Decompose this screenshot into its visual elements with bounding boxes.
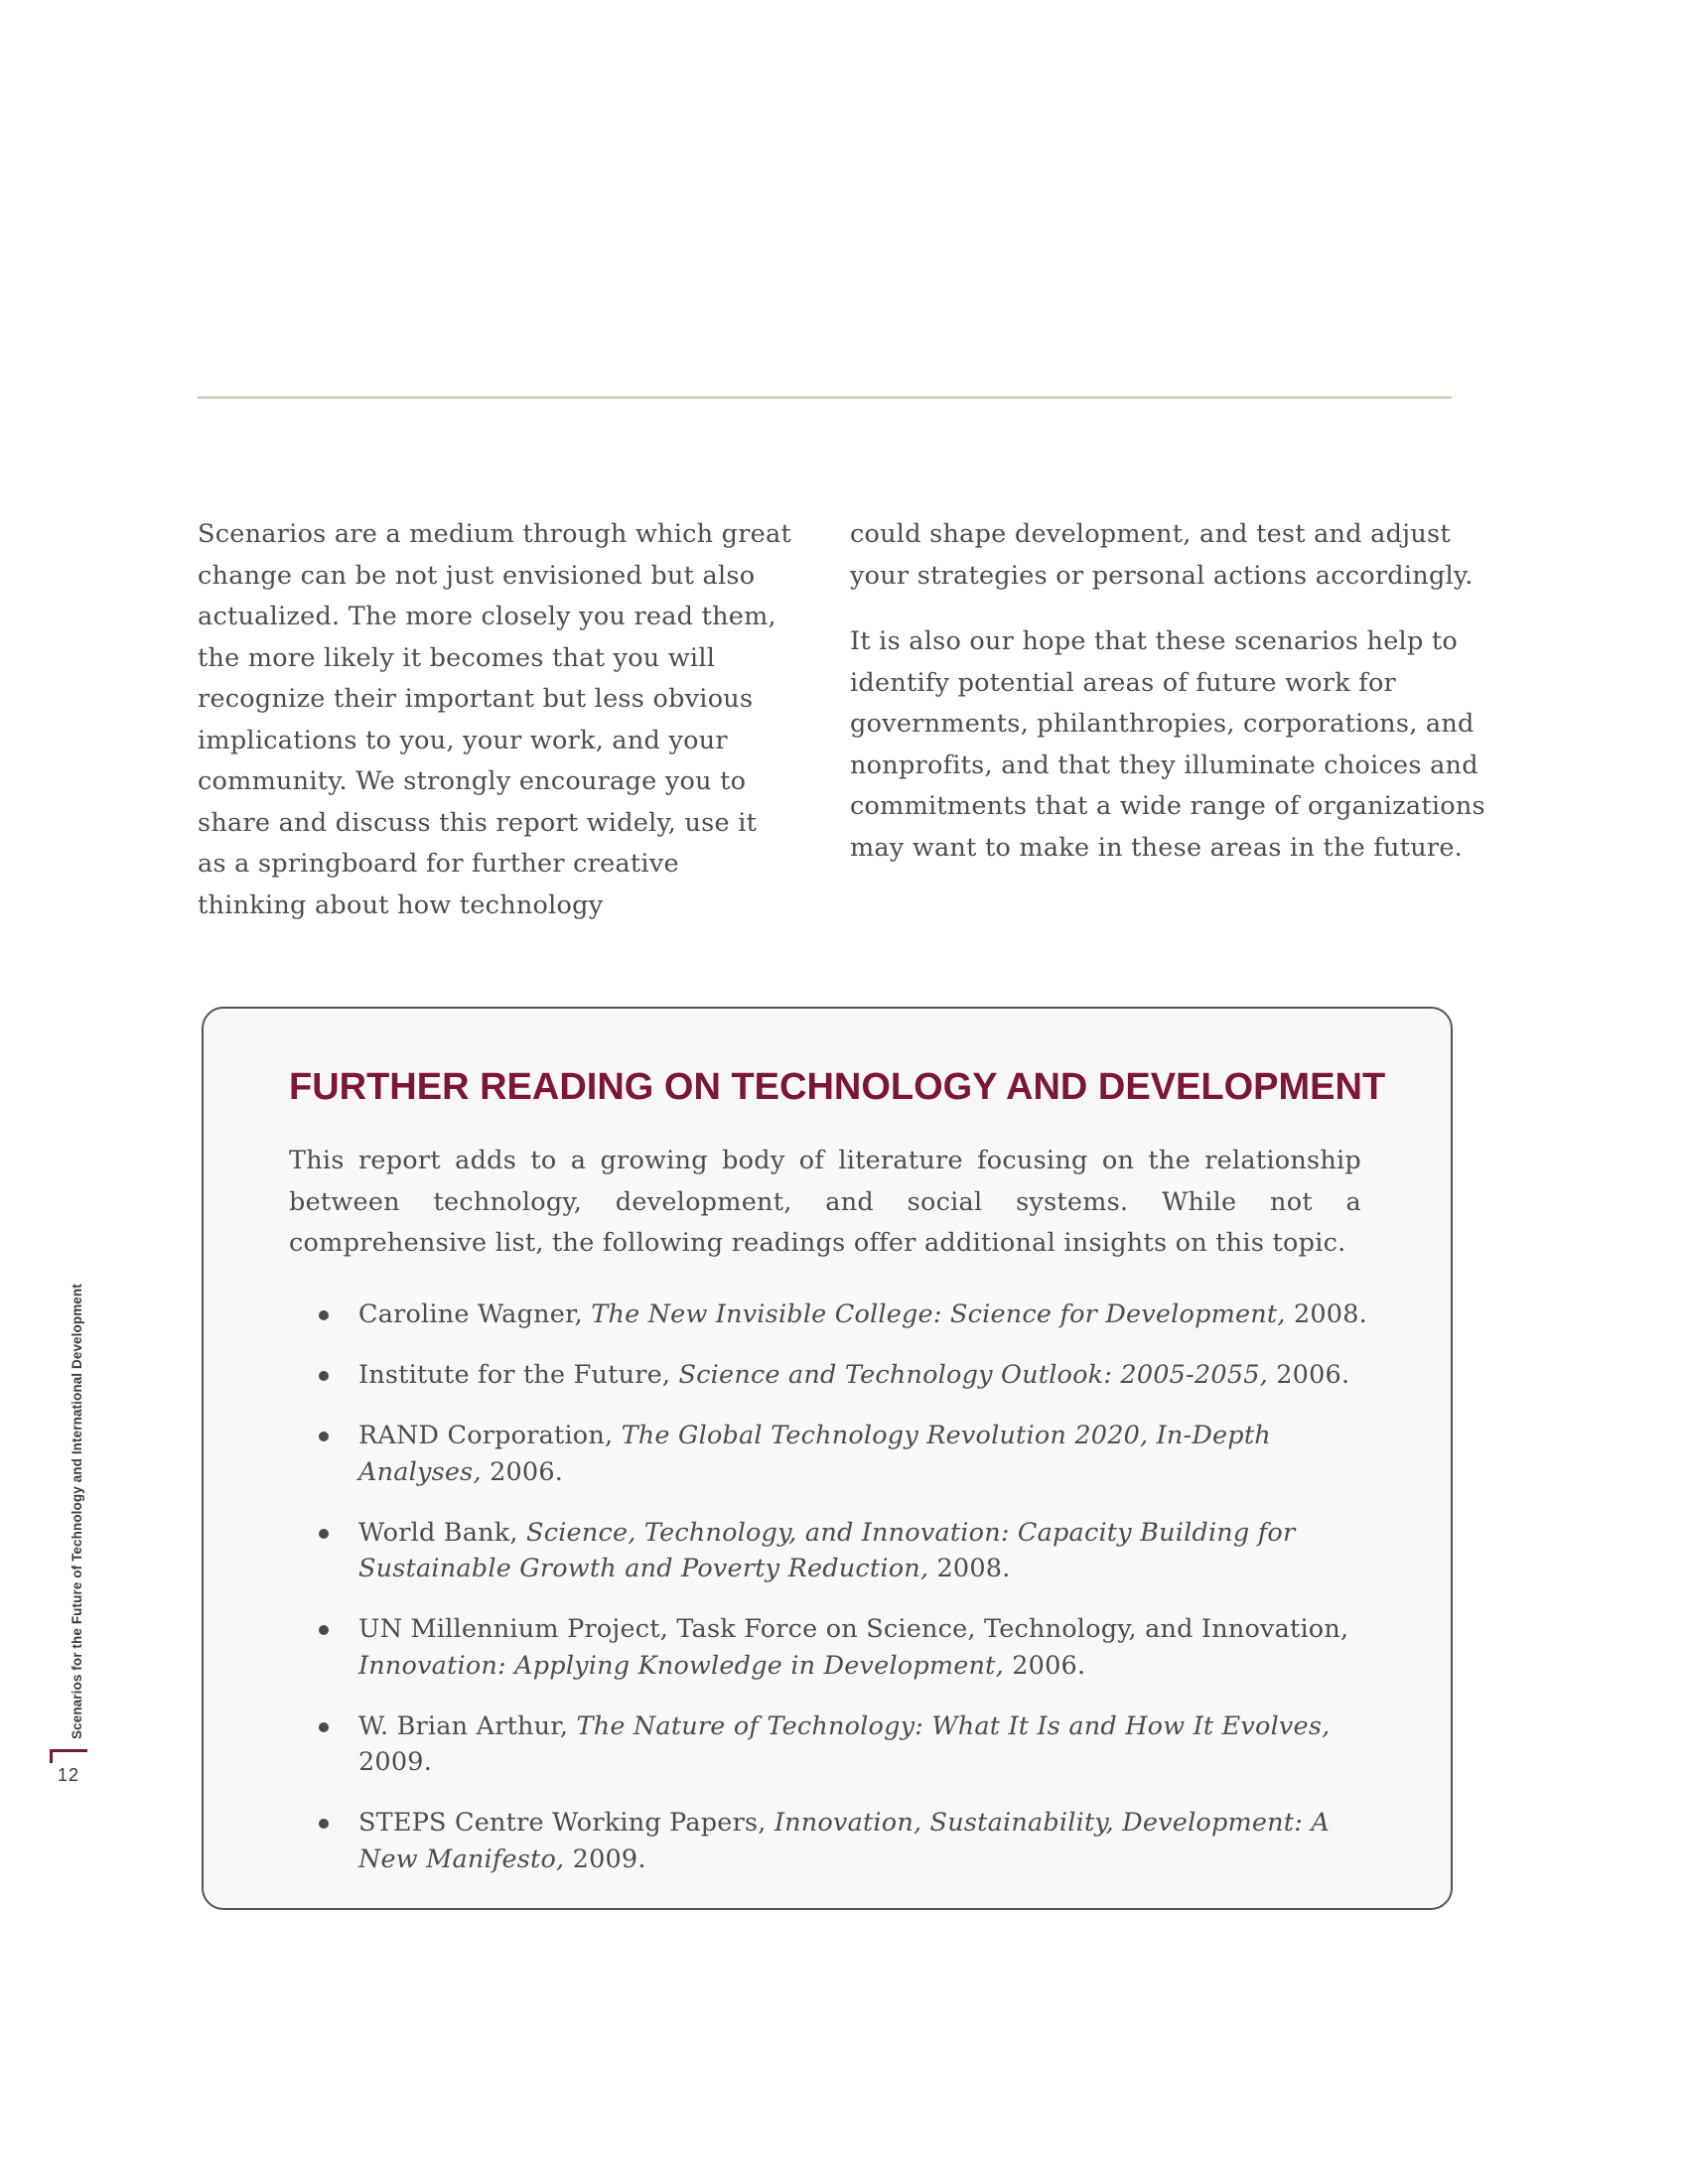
reading-item bbox=[289, 1805, 1371, 1877]
reading-author: Caroline Wagner, bbox=[358, 1299, 592, 1329]
reading-title: Innovation, Sustainability, Development: A New Manifesto, bbox=[358, 1808, 1330, 1874]
reading-author: UN Millennium Project, Task Force on Science, Technology, and Innovation, bbox=[358, 1614, 1349, 1644]
reading-list bbox=[289, 1297, 1371, 1902]
page-sidebar bbox=[0, 0, 119, 2184]
reading-year: 2008. bbox=[928, 1554, 1011, 1583]
reading-item bbox=[289, 1611, 1371, 1684]
reading-item bbox=[289, 1297, 1371, 1333]
intro-left-column bbox=[198, 514, 793, 926]
intro-paragraph-1-continued: could shape development, and test and adjust your strategies or personal actions accordingly. bbox=[850, 519, 1474, 591]
page-number-accent-tick bbox=[50, 1749, 53, 1763]
reading-item bbox=[289, 1357, 1371, 1394]
reading-item bbox=[289, 1418, 1371, 1490]
reading-title: Science and Technology Outlook: 2005-2055, bbox=[678, 1360, 1268, 1390]
page-number: 12 bbox=[58, 1765, 80, 1785]
reading-year: 2009. bbox=[358, 1747, 433, 1777]
reading-author: RAND Corporation, bbox=[358, 1421, 622, 1450]
reading-item bbox=[289, 1708, 1371, 1781]
bullet-icon bbox=[319, 1310, 329, 1320]
reading-title: The New Invisible College: Science for Development, bbox=[591, 1299, 1286, 1329]
bullet-icon bbox=[319, 1819, 329, 1829]
running-title: Scenarios for the Future of Technology and International Development bbox=[70, 1284, 84, 1739]
reading-year: 2006. bbox=[1267, 1360, 1350, 1390]
reading-title: The Global Technology Revolution 2020, In-Depth Analyses, bbox=[358, 1421, 1271, 1487]
intro-paragraph-2: It is also our hope that these scenarios help to identify potential areas of future work for governments, philanthropies, corporations, and nonprofits, and that they illuminate choices and commitments that a wide range of organizations may want to make in these areas in the future. bbox=[850, 626, 1485, 863]
bullet-icon bbox=[319, 1529, 329, 1539]
intro-right-column bbox=[850, 514, 1485, 869]
bullet-icon bbox=[319, 1625, 329, 1635]
reading-year: 2008. bbox=[1285, 1299, 1367, 1329]
reading-author: World Bank, bbox=[358, 1517, 527, 1548]
page-number-accent bbox=[50, 1749, 87, 1752]
bullet-icon bbox=[319, 1722, 329, 1732]
reading-author: W. Brian Arthur, bbox=[358, 1710, 577, 1741]
reading-title: Science, Technology, and Innovation: Capacity Building for Sustainable Growth and Poverty Reduction, bbox=[358, 1517, 1296, 1583]
reading-title: The Nature of Technology: What It Is and How It Evolves, bbox=[576, 1710, 1331, 1741]
bullet-icon bbox=[319, 1371, 329, 1381]
reading-author: STEPS Centre Working Papers, bbox=[358, 1808, 774, 1838]
reading-year: 2009. bbox=[564, 1843, 646, 1874]
further-reading-title: FURTHER READING ON TECHNOLOGY AND DEVELOPMENT bbox=[289, 1066, 1386, 1108]
reading-year: 2006. bbox=[481, 1456, 564, 1487]
bullet-icon bbox=[319, 1432, 329, 1441]
reading-year: 2006. bbox=[1003, 1650, 1086, 1681]
reading-item bbox=[289, 1515, 1371, 1587]
intro-paragraph-1: Scenarios are a medium through which great change can be not just envisioned but also actualized. The more closely you read them, the more likely it becomes that you will recognize their important but less obvious implications to you, your work, and your community. We strongly encourage you to share and discuss this report widely, use it as a springboard for further creative thinking about how technology bbox=[198, 519, 791, 920]
reading-author: Institute for the Future, bbox=[358, 1360, 679, 1390]
further-reading-box bbox=[202, 1007, 1453, 1910]
further-reading-intro: This report adds to a growing body of literature focusing on the relationship between technology, development, and social systems. While not a comprehensive list, the following readings offer additional insights on this topic. bbox=[289, 1146, 1361, 1258]
reading-title: Innovation: Applying Knowledge in Development, bbox=[358, 1650, 1004, 1681]
top-divider bbox=[198, 396, 1452, 399]
